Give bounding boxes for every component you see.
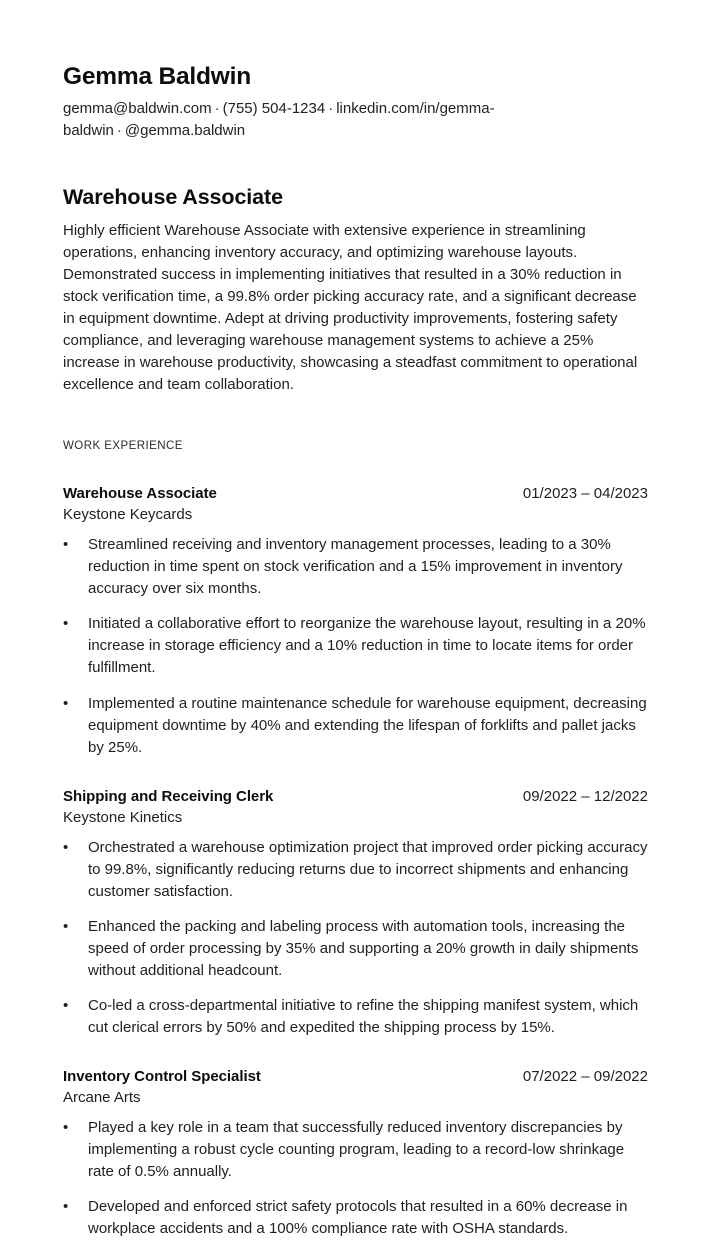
job-company: Arcane Arts bbox=[63, 1089, 141, 1107]
job-bullet-list bbox=[63, 837, 648, 1039]
bullet-icon: • bbox=[63, 1119, 69, 1137]
contact-item[interactable]: (755) 504-1234 bbox=[222, 99, 326, 117]
job-header bbox=[63, 485, 648, 502]
job-bullet bbox=[63, 1196, 648, 1240]
contact-separator: · bbox=[116, 122, 122, 140]
bullet-icon: • bbox=[63, 694, 69, 712]
target-role-title: Warehouse Associate bbox=[63, 184, 283, 209]
section-heading-work-experience: WORK EXPERIENCE bbox=[63, 440, 183, 453]
job-bullet-list bbox=[63, 1117, 648, 1240]
job-dates: 09/2022 – 12/2022 bbox=[522, 787, 648, 805]
job-entry bbox=[63, 788, 648, 1039]
candidate-name: Gemma Baldwin bbox=[63, 63, 252, 90]
job-header bbox=[63, 1068, 648, 1085]
bullet-icon: • bbox=[63, 615, 69, 633]
job-title: Warehouse Associate bbox=[63, 485, 217, 503]
work-experience-list bbox=[63, 485, 648, 1240]
job-bullet bbox=[63, 916, 648, 982]
job-bullet-list bbox=[63, 534, 648, 758]
job-entry bbox=[63, 485, 648, 758]
job-bullet-text: Enhanced the packing and labeling process with automation tools, increasing the speed of order processing by 35% and supporting a 20% growth in daily shipments without additional headcount. bbox=[88, 917, 639, 979]
contact-separator: · bbox=[214, 99, 220, 117]
job-bullet-text: Co-led a cross-departmental initiative to refine the shipping manifest system, which cut clerical errors by 50% and expedited the shipping process by 15%. bbox=[88, 996, 639, 1036]
job-company: Keystone Kinetics bbox=[63, 808, 183, 826]
job-title: Inventory Control Specialist bbox=[63, 1068, 261, 1086]
job-title: Shipping and Receiving Clerk bbox=[63, 787, 274, 805]
job-bullet bbox=[63, 693, 648, 759]
job-dates: 01/2023 – 04/2023 bbox=[522, 485, 648, 503]
bullet-icon: • bbox=[63, 536, 69, 554]
job-bullet-text: Streamlined receiving and inventory management processes, leading to a 30% reduction in time spent on stock verification and a 15% improvement in inventory accuracy over six months. bbox=[88, 536, 623, 598]
job-bullet bbox=[63, 837, 648, 903]
bullet-icon: • bbox=[63, 917, 69, 935]
job-bullet-text: Orchestrated a warehouse optimization project that improved order picking accuracy to 99.8%, significantly reducing returns due to incorrect shipments and enhancing customer satisfaction. bbox=[88, 838, 648, 900]
contact-line bbox=[63, 98, 633, 143]
job-bullet bbox=[63, 534, 648, 600]
job-bullet-text: Played a key role in a team that successfully reduced inventory discrepancies by implementing a robust cycle counting program, leading to a record-low shrinkage rate of 0.5% annually. bbox=[88, 1119, 625, 1181]
job-company: Keystone Keycards bbox=[63, 506, 193, 524]
bullet-icon: • bbox=[63, 996, 69, 1014]
bullet-icon: • bbox=[63, 838, 69, 856]
job-bullet-text: Implemented a routine maintenance schedule for warehouse equipment, decreasing equipment downtime by 40% and extending the lifespan of forklifts and pallet jacks by 25%. bbox=[88, 694, 647, 756]
professional-summary: Highly efficient Warehouse Associate with extensive experience in streamlining operations, enhancing inventory accuracy, and optimizing warehouse layouts. Demonstrated success in implementing initiatives that resulted in a 30% reduction in stock verification time, a 99.8% order picking accuracy rate, and a significant decrease in equipment downtime. Adept at driving productivity improvements, fostering safety compliance, and leveraging warehouse management systems to achieve a 25% increase in warehouse productivity, showcasing a steadfast commitment to operational excellence and team collaboration. bbox=[63, 221, 638, 394]
contact-item[interactable]: linkedin.com/in/gemma-baldwin bbox=[63, 99, 495, 140]
job-bullet bbox=[63, 1117, 648, 1183]
job-bullet-text: Developed and enforced strict safety protocols that resulted in a 60% decrease in workplace accidents and a 100% compliance rate with OSHA standards. bbox=[88, 1198, 628, 1238]
job-bullet bbox=[63, 613, 648, 679]
contact-item[interactable]: @gemma.baldwin bbox=[124, 122, 246, 140]
job-bullet bbox=[63, 995, 648, 1039]
bullet-icon: • bbox=[63, 1198, 69, 1216]
contact-item[interactable]: gemma@baldwin.com bbox=[63, 99, 212, 117]
job-dates: 07/2022 – 09/2022 bbox=[522, 1068, 648, 1086]
contact-separator: · bbox=[328, 99, 334, 117]
job-bullet-text: Initiated a collaborative effort to reorganize the warehouse layout, resulting in a 20% increase in storage efficiency and a 10% reduction in time to locate items for order fulfillment. bbox=[88, 615, 646, 677]
job-header bbox=[63, 788, 648, 805]
resume-header bbox=[63, 62, 648, 143]
job-entry bbox=[63, 1068, 648, 1240]
